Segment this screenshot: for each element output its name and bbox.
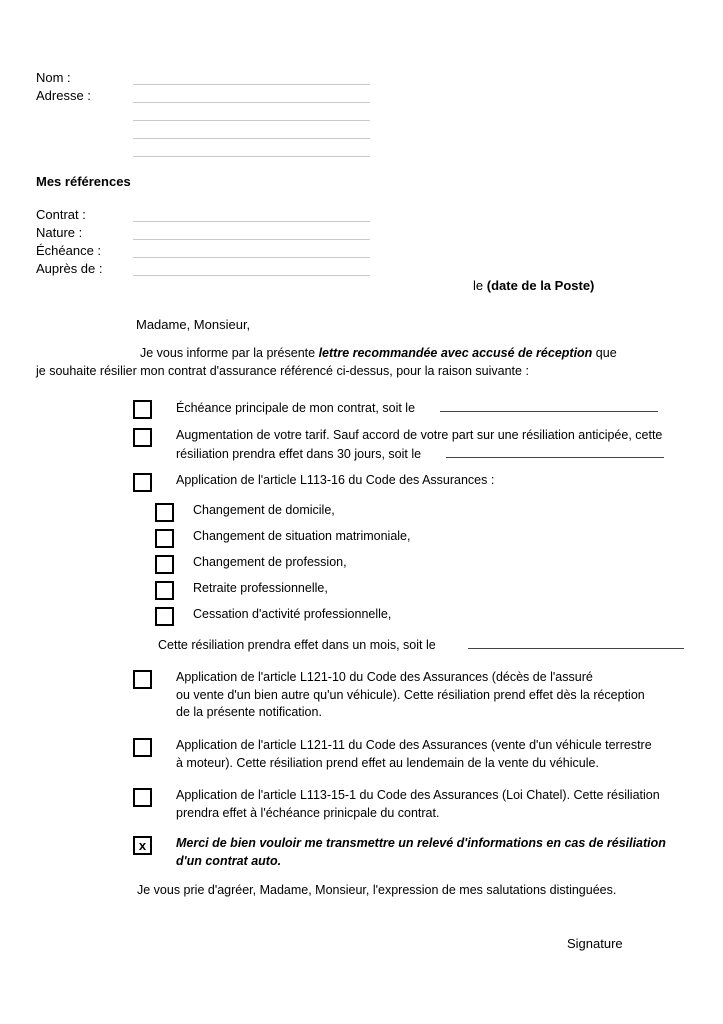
checkbox-releve-informations-checked[interactable] (133, 836, 152, 855)
option-l121-11-line-1: Application de l'article L121-11 du Code des Assurances (vente d'un véhicule terrestre (176, 738, 652, 752)
sub-option-label: Changement de domicile, (193, 503, 335, 517)
address-input-line-2[interactable] (133, 104, 370, 121)
address-input-line-3[interactable] (133, 122, 370, 139)
sub-option-label: Changement de situation matrimoniale, (193, 529, 411, 543)
checkbox-changement-domicile[interactable] (155, 503, 174, 522)
address-row (36, 85, 370, 103)
salutation: Madame, Monsieur, (136, 317, 251, 332)
option-l113-15-1-line-2: prendra effet à l'échéance prinicpale du contrat. (176, 805, 440, 820)
intro-line-1: Je vous informe par la présente lettre recommandée avec accusé de réception que (140, 346, 617, 360)
due-date-input-line[interactable] (133, 241, 370, 258)
checkbox-l121-10[interactable] (133, 670, 152, 689)
option-augmentation-line-2: résiliation prendra effet dans 30 jours, soit le (176, 446, 422, 461)
option-echeance-principale (133, 399, 658, 419)
references-heading: Mes références (36, 174, 131, 189)
insurer-input-line[interactable] (133, 259, 370, 276)
option-l121-11-line-2: à moteur). Cette résiliation prend effet au lendemain de la vente du véhicule. (176, 755, 599, 770)
sub-option-label: Cessation d'activité professionnelle, (193, 607, 392, 621)
check-x-glyph: x (138, 838, 147, 853)
option-l121-10-line-3: de la présente notification. (176, 705, 322, 719)
registered-letter-emphasis: lettre recommandée avec accusé de réception (318, 346, 593, 360)
address-label: Adresse : (36, 88, 91, 103)
due-date-row (36, 240, 370, 258)
name-label: Nom : (36, 70, 71, 85)
checkbox-situation-matrimoniale[interactable] (155, 529, 174, 548)
sub-option-situation-matrimoniale (155, 528, 410, 548)
option-article-l121-11 (133, 737, 652, 772)
name-input-line[interactable] (133, 68, 370, 85)
sub-option-changement-profession (155, 554, 347, 574)
option-l121-10-line-1: Application de l'article L121-10 du Code des Assurances (décès de l'assuré (176, 670, 593, 684)
checkbox-changement-profession[interactable] (155, 555, 174, 574)
due-date-label: Échéance : (36, 243, 102, 258)
checkbox-cessation-activite[interactable] (155, 607, 174, 626)
fill-line-un-mois-date[interactable] (468, 636, 684, 649)
option-article-l113-16 (133, 472, 494, 492)
un-mois-note: Cette résiliation prendra effet dans un mois, soit le (158, 636, 684, 652)
checkbox-augmentation-tarif[interactable] (133, 428, 152, 447)
option-releve-line-1: Merci de bien vouloir me transmettre un relevé d'informations en cas de résiliation (176, 836, 666, 850)
intro-paragraph (36, 345, 676, 380)
sub-option-cessation-activite (155, 606, 391, 626)
insurer-label: Auprès de : (36, 261, 103, 276)
option-article-l113-15-1 (133, 787, 660, 822)
address-row (36, 103, 370, 121)
closing-formula: Je vous prie d'agréer, Madame, Monsieur, l'expression de mes salutations distinguées. (137, 883, 617, 897)
nature-row (36, 222, 370, 240)
sub-option-retraite-professionnelle (155, 580, 328, 600)
option-augmentation-tarif (133, 427, 664, 463)
address-row (36, 121, 370, 139)
date-line (473, 278, 594, 293)
option-releve-line-2: d'un contrat auto. (176, 853, 282, 868)
signature-label: Signature (567, 936, 623, 951)
checkbox-retraite-professionnelle[interactable] (155, 581, 174, 600)
fill-line-30-jours-date[interactable] (446, 445, 664, 458)
fill-line-echeance-date[interactable] (440, 399, 658, 412)
date-of-post-placeholder: (date de la Poste) (486, 278, 595, 293)
address-input-line-1[interactable] (133, 86, 370, 103)
contract-input-line[interactable] (133, 205, 370, 222)
insurer-row (36, 258, 370, 276)
intro-line-2: je souhaite résilier mon contrat d'assurance référencé ci-dessus, pour la raison suivante : (36, 363, 529, 378)
address-row (36, 139, 370, 157)
checkbox-echeance-principale[interactable] (133, 400, 152, 419)
nature-input-line[interactable] (133, 223, 370, 240)
sub-option-changement-domicile (155, 502, 335, 522)
nature-label: Nature : (36, 225, 83, 240)
option-releve-informations (133, 835, 666, 870)
option-l113-15-1-line-1: Application de l'article L113-15-1 du Code des Assurances (Loi Chatel). Cette résiliation (176, 788, 660, 802)
option-augmentation-line-1: Augmentation de votre tarif. Sauf accord de votre part sur une résiliation anticipée, cette (176, 428, 663, 442)
option-l121-10-line-2: ou vente d'un bien autre qu'un véhicule). Cette résiliation prend effet dès la réception (176, 687, 645, 702)
sub-option-label: Retraite professionnelle, (193, 581, 328, 595)
checkbox-l121-11[interactable] (133, 738, 152, 757)
checkbox-l113-15-1[interactable] (133, 788, 152, 807)
references-block (36, 204, 370, 276)
sub-option-label: Changement de profession, (193, 555, 347, 569)
option-echeance-text: Échéance principale de mon contrat, soit le (176, 401, 416, 415)
option-l113-16-text: Application de l'article L113-16 du Code des Assurances : (176, 473, 495, 487)
address-input-line-4[interactable] (133, 140, 370, 157)
date-prefix: le (473, 278, 487, 293)
contract-label: Contrat : (36, 207, 86, 222)
option-article-l121-10 (133, 669, 645, 722)
contract-row (36, 204, 370, 222)
checkbox-l113-16[interactable] (133, 473, 152, 492)
name-row (36, 67, 370, 85)
sender-block (36, 67, 370, 157)
